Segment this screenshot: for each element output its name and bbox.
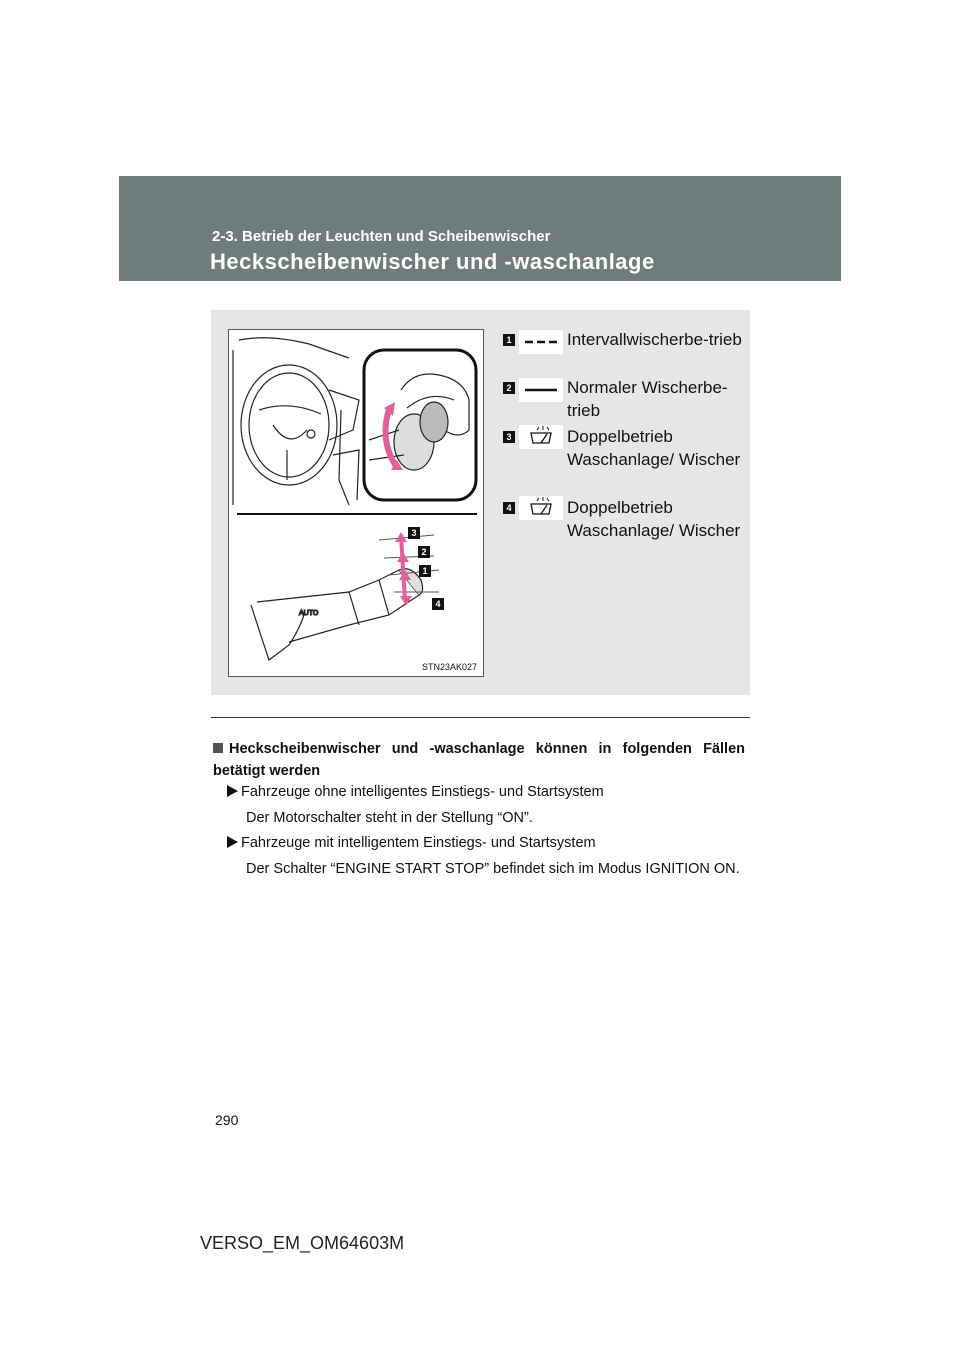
list-item-detail: Der Motorschalter steht in der Stellung “ON”.: [246, 810, 533, 826]
dashed-line-icon: [519, 330, 563, 354]
divider: [211, 717, 750, 718]
legend-text: Normaler Wischerbe-trieb: [567, 378, 728, 420]
illustration-drawing: [229, 330, 483, 676]
list-item: [227, 832, 745, 854]
legend-text: Intervallwischerbe-trieb: [567, 330, 742, 349]
list-item-text: Fahrzeuge mit intelligentem Einstiegs- und Startsystem: [241, 835, 596, 851]
document-code: VERSO_EM_OM64603M: [200, 1233, 405, 1253]
solid-line-icon: [519, 378, 563, 402]
callout-3: 3: [408, 527, 420, 539]
legend-number: 4: [503, 502, 515, 514]
list-item: [227, 781, 745, 803]
triangle-bullet-icon: [227, 836, 238, 848]
conditions-heading-text: Heckscheibenwischer und -waschanlage können in folgenden Fällen betätigt werden: [213, 741, 745, 779]
triangle-bullet-icon: [227, 785, 238, 797]
legend-text: Doppelbetrieb Waschanlage/ Wischer: [567, 427, 741, 469]
callout-2: 2: [418, 546, 430, 558]
page-number: 290: [215, 1112, 239, 1128]
legend-text: Doppelbetrieb Waschanlage/ Wischer: [567, 498, 741, 540]
square-bullet-icon: [213, 743, 223, 753]
callout-4: 4: [432, 598, 444, 610]
page-title: Heckscheibenwischer und -waschanlage: [210, 249, 655, 274]
list-item-detail: Der Schalter “ENGINE START STOP” befindet sich im Modus IGNITION ON.: [246, 861, 740, 877]
callout-1: 1: [419, 565, 431, 577]
list-item-text: Fahrzeuge ohne intelligentes Einstiegs- und Startsystem: [241, 784, 604, 800]
legend-number: 2: [503, 382, 515, 394]
wiper-lever-illustration: [228, 329, 484, 677]
washer-wiper-icon: [519, 425, 563, 449]
figure-code: STN23AK027: [421, 662, 477, 672]
conditions-heading: [213, 738, 745, 782]
legend-number: 3: [503, 431, 515, 443]
legend-number: 1: [503, 334, 515, 346]
washer-wiper-icon: [519, 496, 563, 520]
svg-text:AUTO: AUTO: [299, 610, 319, 617]
section-title: 2-3. Betrieb der Leuchten und Scheibenwischer: [212, 228, 551, 245]
